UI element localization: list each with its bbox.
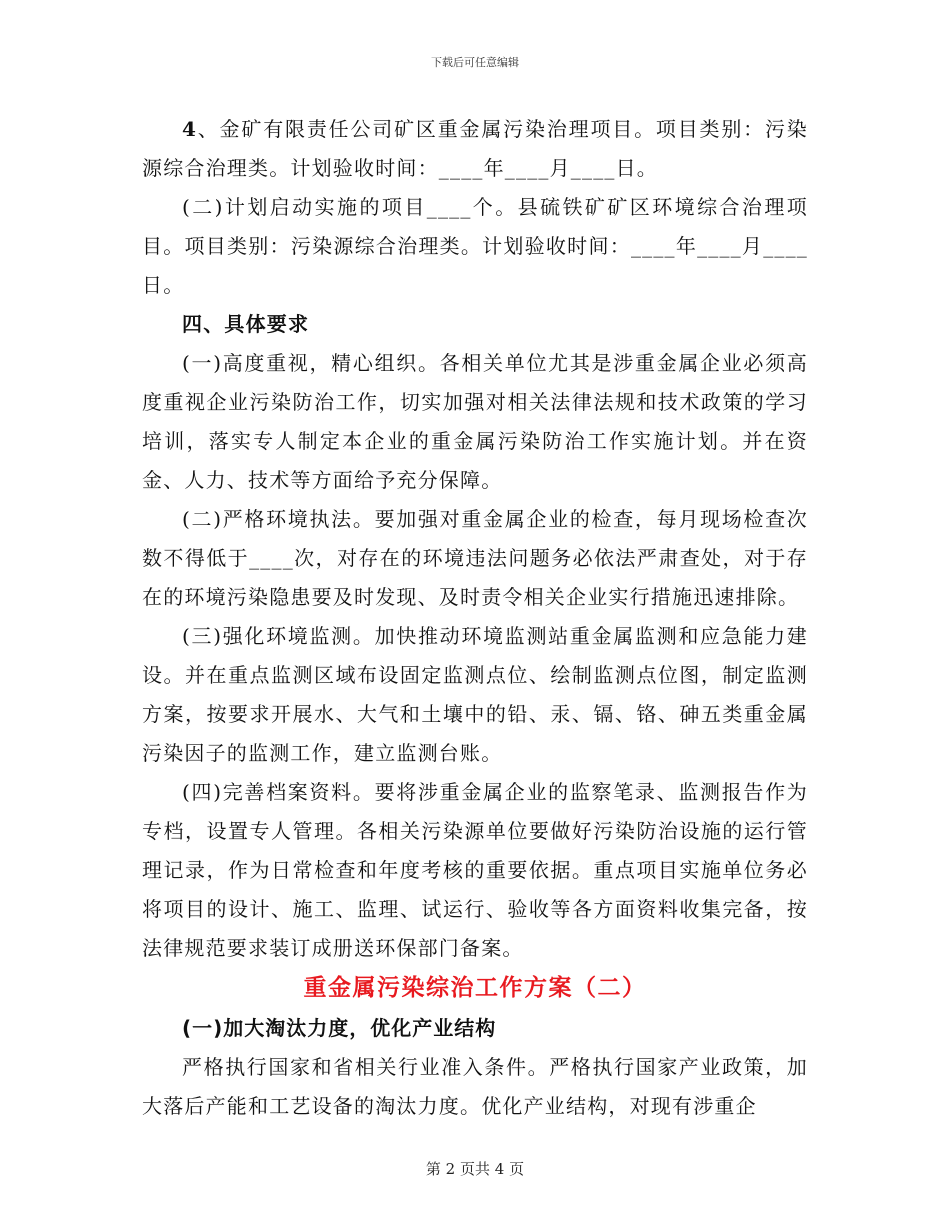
header-note: 下载后可任意编辑 — [431, 56, 519, 69]
paragraph-planned-projects: (二)计划启动实施的项目____个。县硫铁矿矿区环境综合治理项目。项目类别：污染源综合治理类。计划验收时间：____年____月____日。 — [142, 195, 808, 297]
item-number: 4 — [182, 117, 198, 141]
paragraph-industry-policy: 严格执行国家和省相关行业准入条件。严格执行国家产业政策，加大落后产能和工艺设备的淘汰力度。优化产业结构，对现有涉重企 — [142, 1055, 808, 1118]
paragraph-requirement-1: (一)高度重视，精心组织。各相关单位尤其是涉重金属企业必须高度重视企业污染防治工作，切实加强对相关法律法规和技术政策的学习培训，落实专人制定本企业的重金属污染防治工作实施计划。并在资金、人力、技术等方面给予充分保障。 — [142, 351, 808, 492]
section-heading-requirements: 四、具体要求 — [182, 312, 310, 336]
paragraph-requirement-4: (四)完善档案资料。要将涉重金属企业的监察笔录、监测报告作为专档，设置专人管理。各相关污染源单位要做好污染防治设施的运行管理记录，作为日常检查和年度考核的重要依据。重点项目实施单位务必将项目的设计、施工、监理、试运行、验收等各方面资料收集完备，按法律规范要求装订成册送环保部门备案。 — [142, 780, 808, 960]
page-number: 第 2 页共 4 页 — [425, 1160, 525, 1178]
paragraph-requirement-3: (三)强化环境监测。加快推动环境监测站重金属监测和应急能力建设。并在重点监测区域布设固定监测点位、绘制监测点位图，制定监测方案，按要求开展水、大气和土壤中的铅、汞、镉、铬、砷五类重金属污染因子的监测工作，建立监测台账。 — [142, 624, 808, 765]
paragraph-project-4-text: 、金矿有限责任公司矿区重金属污染治理项目。项目类别：污染源综合治理类。计划验收时间：____年____月____日。 — [142, 117, 808, 180]
paragraph-requirement-2: (二)严格环境执法。要加强对重金属企业的检查，每月现场检查次数不得低于____次，对存在的环境违法问题务必依法严肃查处，对于存在的环境污染隐患要及时发现、及时责令相关企业实行措施迅速排除。 — [142, 507, 808, 609]
document-title-part-2: 重金属污染综治工作方案（二） — [303, 975, 647, 1001]
document-body — [142, 110, 808, 1126]
paragraph-project-4 — [142, 110, 808, 188]
subheading-eliminate-capacity: (一)加大淘汰力度，优化产业结构 — [182, 1016, 497, 1040]
